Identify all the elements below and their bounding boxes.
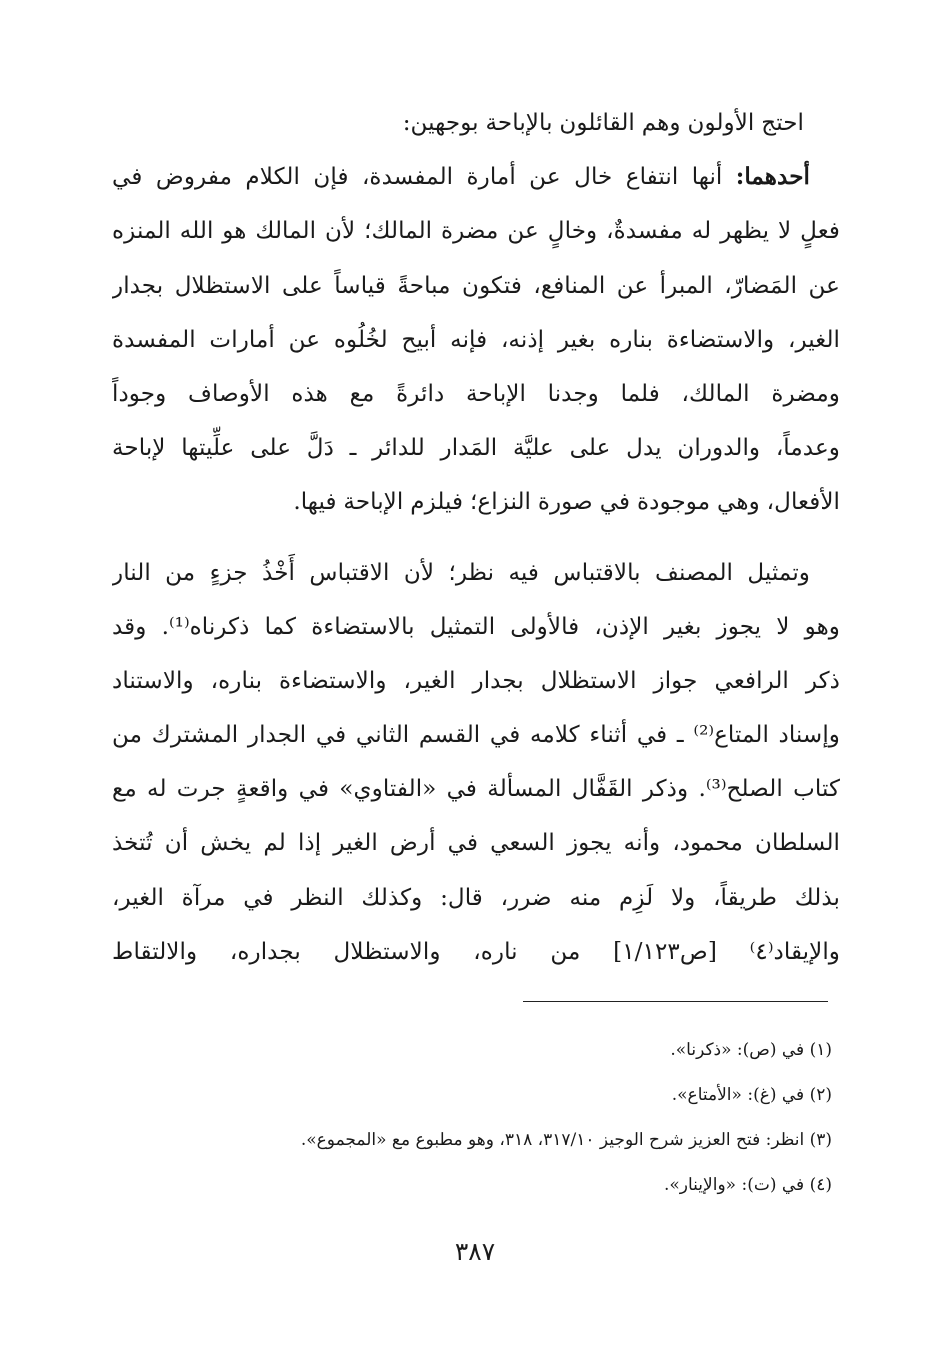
paragraph2-line-5: كتاب الصلح⁽³⁾. وذكر القَفَّال المسألة في «الفتاوي» في واقعةٍ جرت له مع — [112, 775, 840, 803]
paragraph1-first-rest: أنها انتفاع خال عن أمارة المفسدة، فإن الكلام مفروض في — [112, 163, 736, 191]
main-text — [112, 96, 840, 979]
paragraph2-line-3: ذكر الرافعي جواز الاستظلال بجدار الغير، والاستضاءة بناره، والاستناد — [112, 666, 840, 694]
footnotes — [112, 1028, 840, 1208]
paragraph1-line-5: ومضرة المالك، فلما وجدنا الإباحة دائرةً مع هذه الأوصاف وجوداً — [112, 379, 840, 407]
paragraph1-line-1 — [112, 150, 840, 204]
footnote-separator — [523, 1001, 828, 1002]
footnote-4: (٤) في (ت): «والإينار». — [663, 1175, 832, 1195]
footnote-1: (١) في (ص): «ذكرنا». — [670, 1040, 832, 1060]
page-number: ٣٨٧ — [454, 1237, 496, 1266]
intro-line: احتج الأولون وهم القائلون بالإباحة بوجهين: — [402, 109, 804, 136]
paragraph1-line-4: الغير، والاستضاءة بناره بغير إذنه، فإنه أبيح لخُلُوه عن أمارات المفسدة — [112, 325, 840, 353]
paragraph2-line-7: بذلك طريقاً، ولا لَزِم منه ضرر، قال: وكذلك النظر في مرآة الغير، — [112, 883, 840, 911]
paragraph-gap — [112, 530, 840, 546]
footnote-3: (٣) انظر: فتح العزيز شرح الوجيز ٣١٧/١٠، ٣١٨، وهو مطبوع مع «المجموع». — [300, 1130, 832, 1150]
paragraph2-line-8: والإيقاد⁽٤⁾ [ص١/١٢٣] من ناره، والاستظلال بجداره، والالتقاط — [112, 937, 840, 965]
paragraph2-line-2: وهو لا يجوز بغير الإذن، فالأولى التمثيل بالاستضاءة كما ذكرناه⁽¹⁾. وقد — [112, 612, 840, 640]
paragraph2-line-1: وتمثيل المصنف بالاقتباس فيه نظر؛ لأن الاقتباس أَخْذُ جزءٍ من النار — [112, 558, 810, 586]
footnote-2: (٢) في (غ): «الأمتاع». — [671, 1085, 832, 1105]
paragraph1-line-7: الأفعال، وهي موجودة في صورة النزاع؛ فيلزم الإباحة فيها. — [293, 488, 840, 516]
paragraph1-line-2: فعلٍ لا يظهر له مفسدةٌ، وخالٍ عن مضرة المالك؛ لأن المالك هو الله المنزه — [112, 217, 840, 245]
paragraph1-line-3: عن المَضارّ، المبرأ عن المنافع، فتكون مباحةً قياساً على الاستظلال بجدار — [112, 271, 840, 299]
paragraph2-line-6: السلطان محمود، وأنه يجوز السعي في أرض الغير إذا لم يخش أن تُتخذ — [112, 829, 840, 857]
paragraph1-line-6: وعدماً، والدوران يدل على عليَّة المَدار للدائر ـ دَلَّ على علِّيتها لإباحة — [112, 434, 840, 462]
paragraph2-line-4: وإسناد المتاع⁽²⁾ ـ في أثناء كلامه في القسم الثاني في الجدار المشترك من — [112, 721, 840, 749]
paragraph1-lead: أحدهما: — [735, 163, 810, 191]
